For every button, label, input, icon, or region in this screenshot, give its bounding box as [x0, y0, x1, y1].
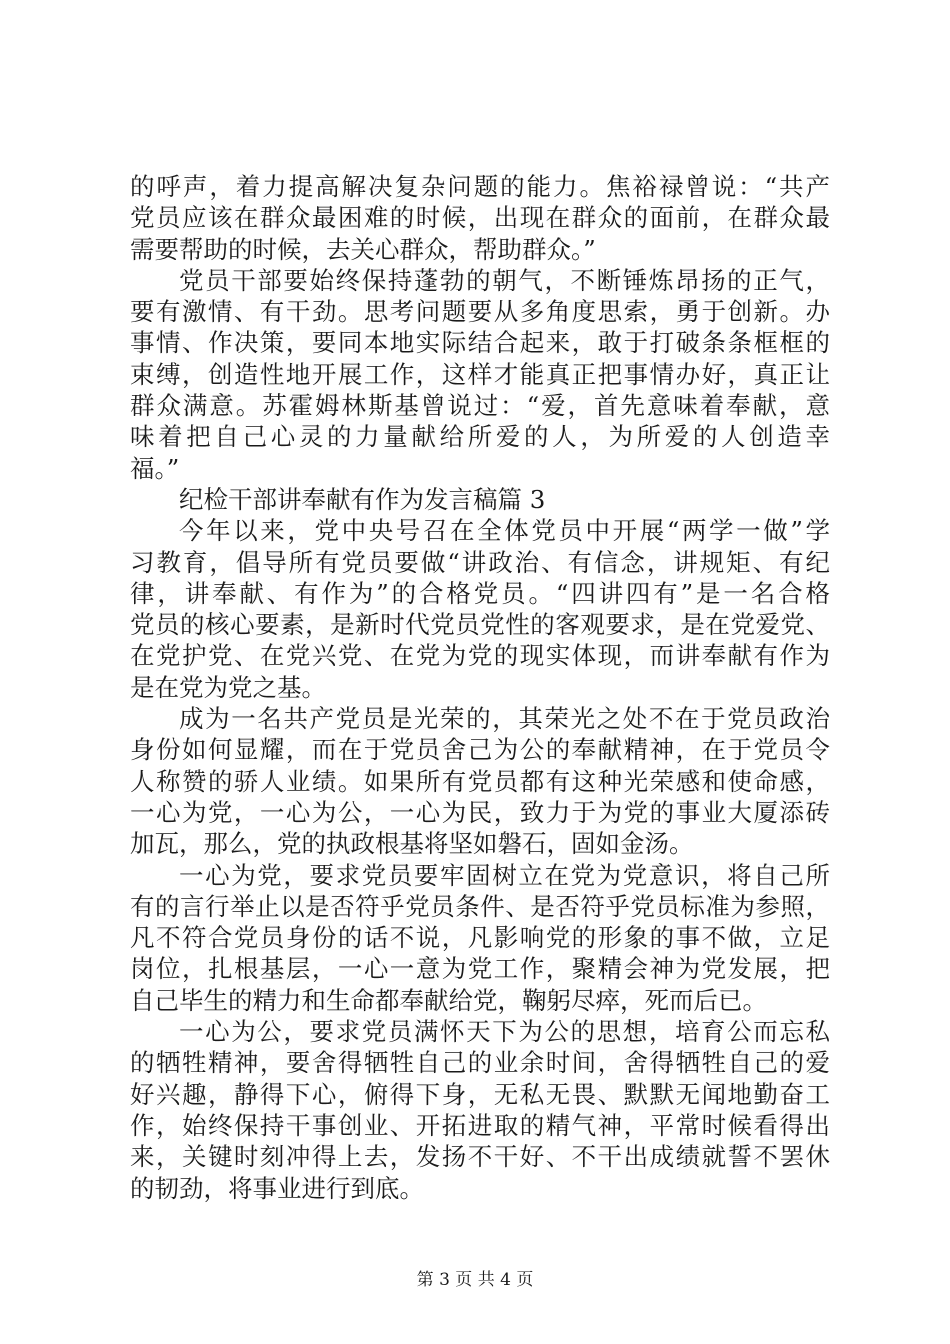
- text-line: 党员的核心要素，是新时代党员党性的客观要求，是在党爱党、: [130, 610, 830, 640]
- document-body: [130, 171, 830, 1204]
- text-line: 加瓦，那么，党的执政根基将坚如磐石，固如金汤。: [130, 829, 694, 859]
- text-line: 群众满意。苏霍姆林斯基曾说过：“爱，首先意味着奉献，意: [130, 391, 830, 421]
- text-line: 今年以来，党中央号召在全体党员中开展“两学一做”学: [179, 516, 830, 546]
- text-line: 一心为党，一心为公，一心为民，致力于为党的事业大厦添砖: [130, 797, 830, 827]
- text-line: 好兴趣，静得下心，俯得下身，无私无畏、默默无闻地勤奋工: [130, 1079, 830, 1109]
- text-line: 在党护党、在党兴党、在党为党的现实体现，而讲奉献有作为: [130, 641, 830, 671]
- text-line: 纪检干部讲奉献有作为发言稿篇 3: [179, 484, 546, 514]
- text-line: 味着把自己心灵的力量献给所爱的人，为所爱的人创造幸: [130, 422, 830, 452]
- text-line: 党员应该在群众最困难的时候，出现在群众的面前，在群众最: [130, 203, 830, 233]
- text-line: 一心为党，要求党员要牢固树立在党为党意识，将自己所: [179, 860, 830, 890]
- text-line: 事情、作决策，要同本地实际结合起来，敢于打破条条框框的: [130, 328, 830, 358]
- text-line: 需要帮助的时候，去关心群众，帮助群众。”: [130, 234, 596, 264]
- text-line: 习教育，倡导所有党员要做“讲政治、有信念，讲规矩、有纪: [130, 547, 830, 577]
- text-line: 的呼声，着力提高解决复杂问题的能力。焦裕禄曾说：“共产: [130, 172, 830, 201]
- page-footer: 第 3 页 共 4 页: [416, 1270, 534, 1290]
- text-line: 人称赞的骄人业绩。如果所有党员都有这种光荣感和使命感，: [130, 766, 830, 796]
- text-line: 的韧劲，将事业进行到底。: [130, 1173, 424, 1203]
- text-line: 一心为公，要求党员满怀天下为公的思想，培育公而忘私: [179, 1017, 830, 1047]
- text-line: 岗位，扎根基层，一心一意为党工作，聚精会神为党发展，把: [130, 954, 830, 984]
- text-line: 束缚，创造性地开展工作，这样才能真正把事情办好，真正让: [130, 359, 830, 389]
- text-line: 身份如何显耀，而在于党员舍己为公的奉献精神，在于党员令: [130, 735, 830, 765]
- text-line: 作，始终保持干事创业、开拓进取的精气神，平常时候看得出: [130, 1110, 830, 1140]
- text-line: 律，讲奉献、有作为”的合格党员。“四讲四有”是一名合格: [130, 578, 830, 608]
- text-line: 要有激情、有干劲。思考问题要从多角度思索，勇于创新。办: [130, 297, 830, 327]
- text-line: 来，关键时刻冲得上去，发扬不干好、不干出成绩就誓不罢休: [130, 1142, 830, 1172]
- text-line: 是在党为党之基。: [130, 672, 326, 702]
- text-line: 的牺牲精神，要舍得牺牲自己的业余时间，舍得牺牲自己的爱: [130, 1048, 830, 1078]
- text-line: 成为一名共产党员是光荣的，其荣光之处不在于党员政治: [179, 704, 830, 734]
- text-line: 党员干部要始终保持蓬勃的朝气，不断锤炼昂扬的正气，: [179, 265, 830, 295]
- text-line: 有的言行举止以是否符乎党员条件、是否符乎党员标准为参照，: [130, 891, 830, 921]
- text-line: 凡不符合党员身份的话不说，凡影响党的形象的事不做，立足: [130, 923, 830, 953]
- text-line: 福。”: [130, 453, 180, 483]
- text-line: 自己毕生的精力和生命都奉献给党，鞠躬尽瘁，死而后已。: [130, 985, 767, 1015]
